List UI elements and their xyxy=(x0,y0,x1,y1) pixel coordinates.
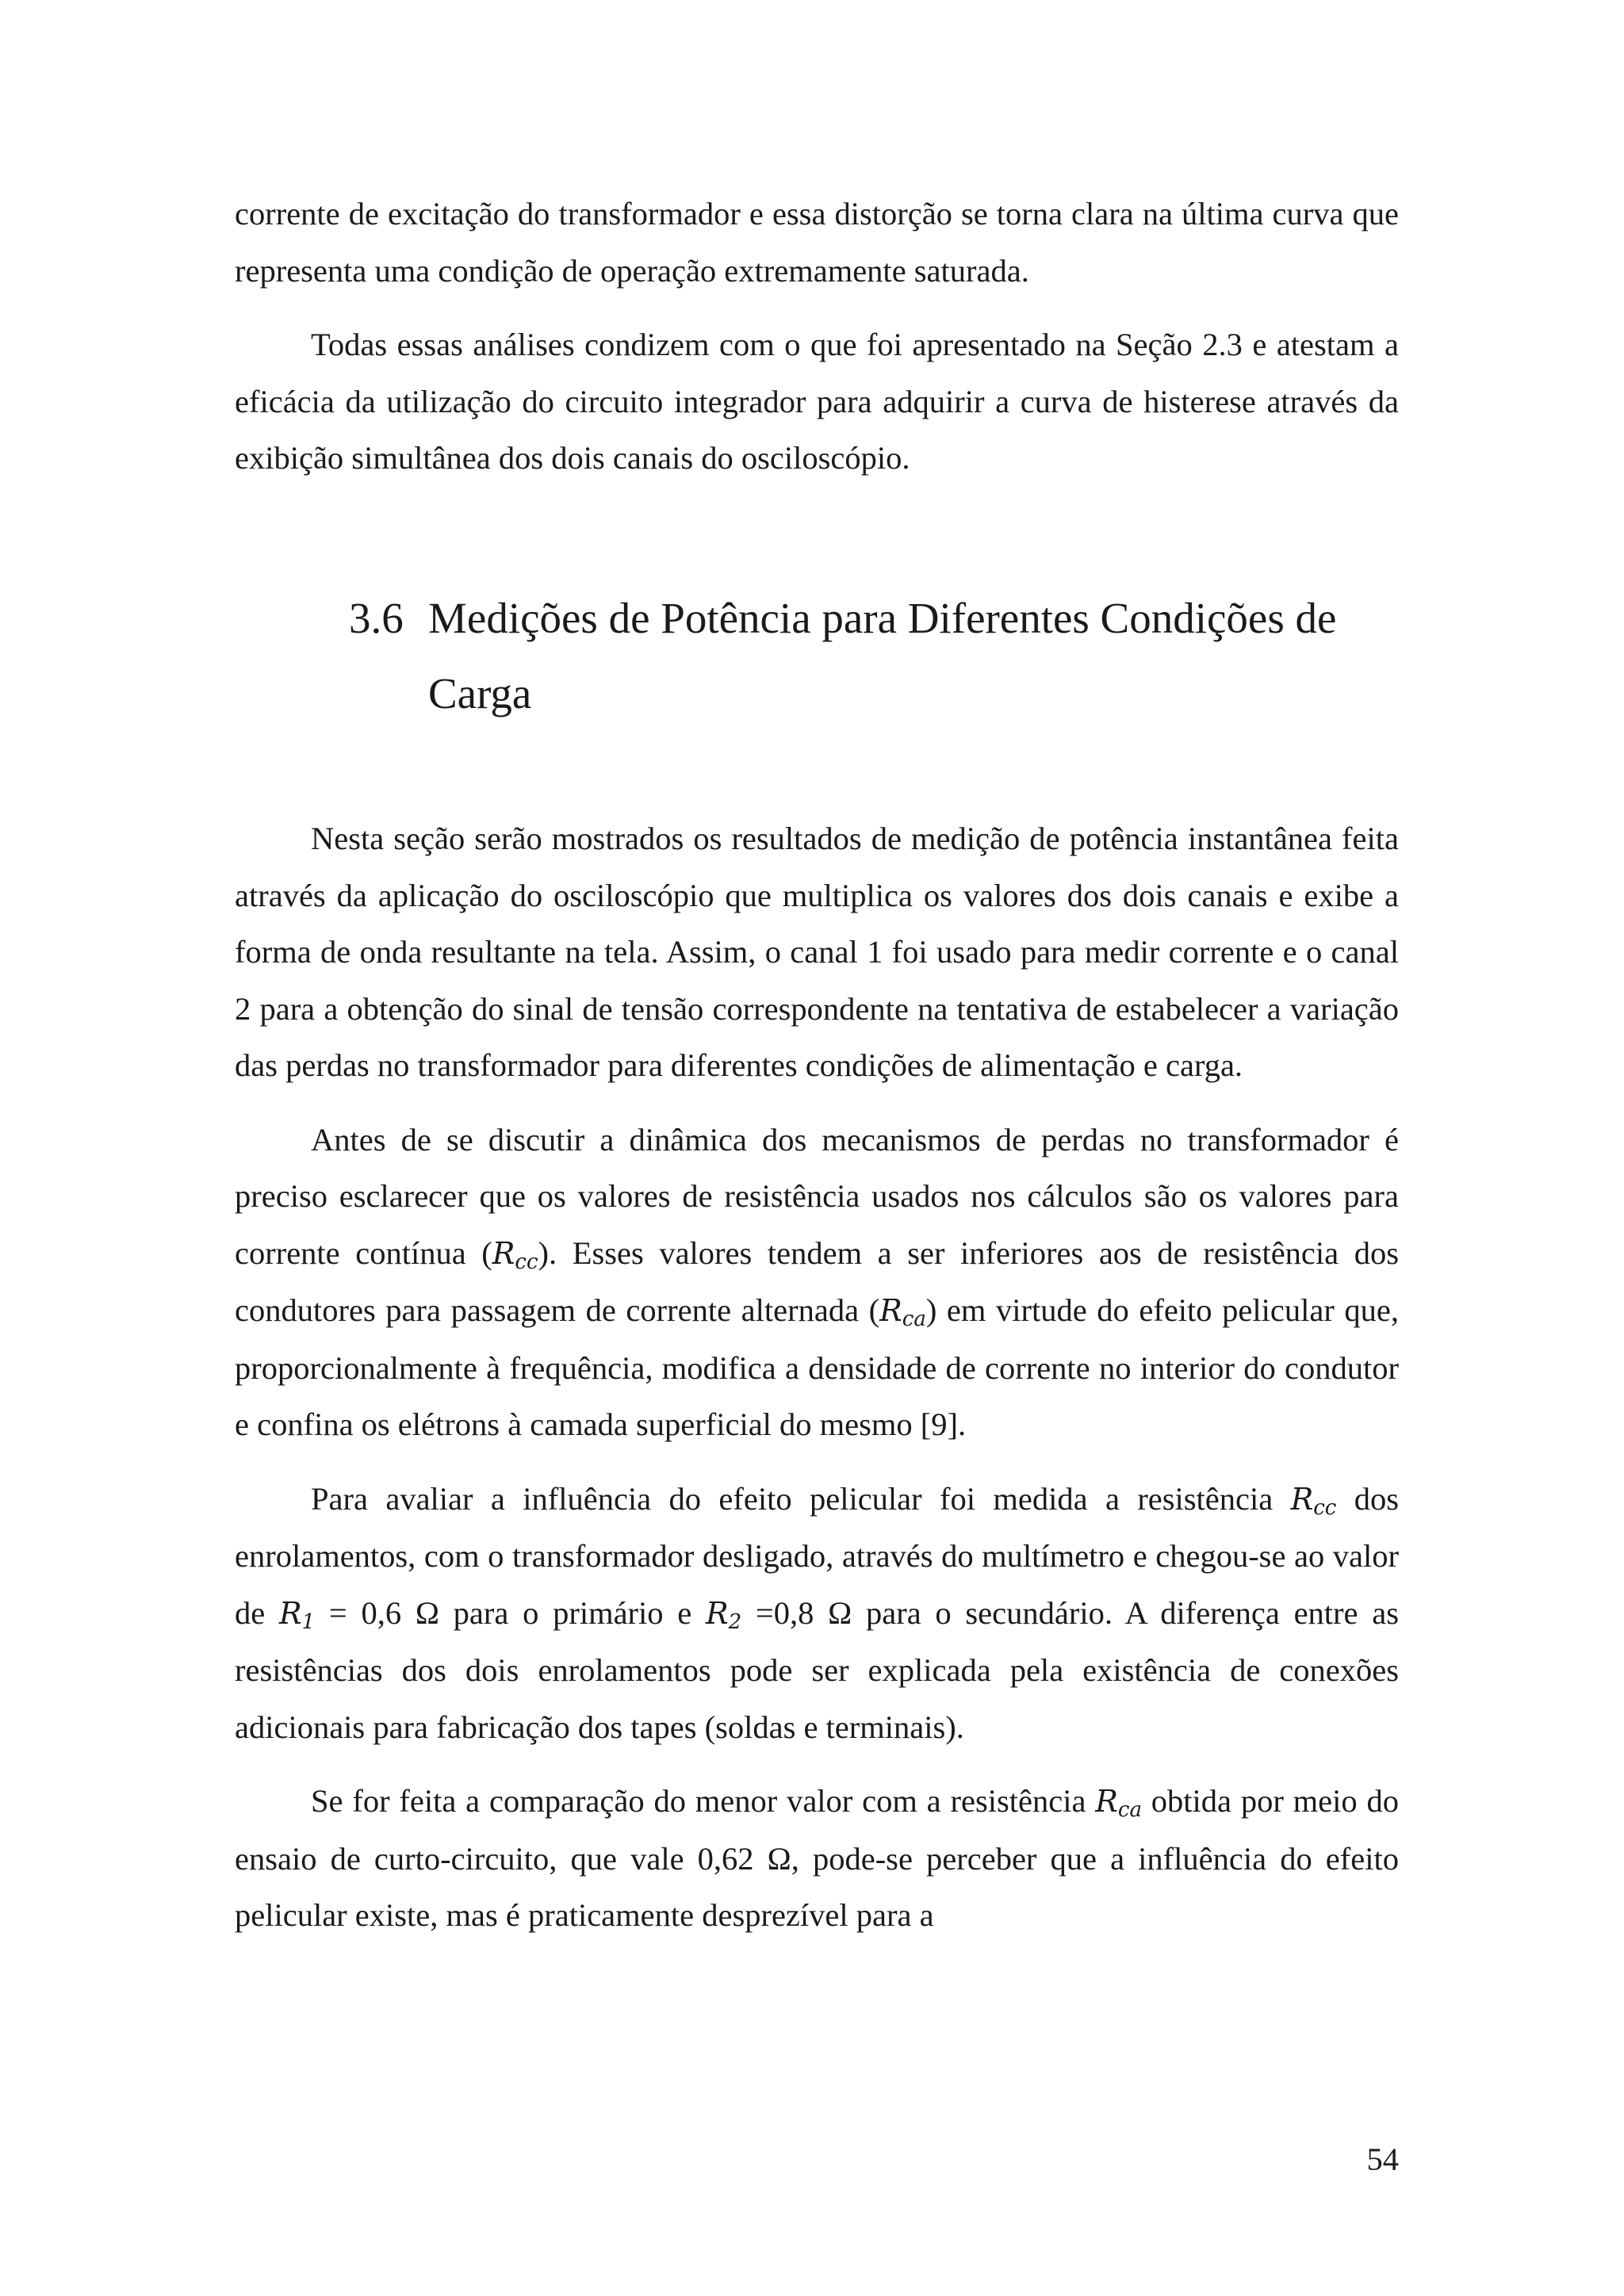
p2-text-b: ). Esses valores tendem a ser inferiores aos de resistência dos condutores para passagem de corrente alternada ( xyxy=(235,1234,1399,1328)
math-rca-2: $R_{ca}$ xyxy=(1095,1784,1142,1822)
body-text-block xyxy=(235,810,1399,1961)
math-rcc: $R_{cc}$ xyxy=(492,1235,538,1274)
math-rca: $R_{ca}$ xyxy=(879,1293,926,1331)
top-text-block xyxy=(235,186,1399,504)
section-number: 3.6 xyxy=(349,594,404,642)
paragraph-analysis-summary: Todas essas análises condizem com o que foi apresentado na Seção 2.3 e atestam a eficácia da utilização do circuito integrador para adquirir a curva de histerese através da exibição simultânea dos dois canais do osciloscópio. xyxy=(235,327,1399,476)
paragraph-comparison xyxy=(235,1773,1399,1944)
p3-text-c: = 0,6 Ω para o primário e xyxy=(315,1594,707,1631)
p2-text-c: ) em virtude do efeito pelicular que, proporcionalmente à frequência, modifica a densidade de corrente no interior do condutor e confina os elétrons à camada superficial do mesmo [9]. xyxy=(235,1292,1399,1442)
section-heading xyxy=(349,580,1404,731)
p3-text-a: Para avaliar a influência do efeito pelicular foi medida a resistência xyxy=(311,1480,1291,1517)
page-number: 54 xyxy=(1366,2141,1399,2177)
p4-text-b: obtida por meio do ensaio de curto-circuito, que vale 0,62 Ω, pode-se perceber que a influência do efeito pelicular existe, mas é praticamente desprezível para a xyxy=(235,1783,1399,1933)
p4-text-a: Se for feita a comparação do menor valor com a resistência xyxy=(311,1783,1096,1819)
paragraph-continuation: corrente de excitação do transformador e essa distorção se torna clara na última curva que representa uma condição de operação extremamente saturada. xyxy=(235,196,1399,289)
p2-text-a: Antes de se discutir a dinâmica dos mecanismos de perdas no transformador é preciso esclarecer que os valores de resistência usados nos cálculos são os valores para corrente contínua ( xyxy=(235,1121,1399,1271)
math-r1: $R_1$ xyxy=(278,1595,316,1634)
math-r2: $R_2$ xyxy=(706,1595,742,1634)
p3-text-b: dos enrolamentos, com o transformador desligado, através do multímetro e chegou-se ao valor de xyxy=(235,1480,1399,1631)
p3-text-d: =0,8 Ω para o secundário. A diferença entre as resistências dos dois enrolamentos pode ser explicada pela existência de conexões adicionais para fabricação dos tapes (soldas e terminais). xyxy=(235,1594,1399,1745)
section-title-line1: Medições de Potência para Diferentes Condições de xyxy=(428,594,1337,642)
paragraph-skin-effect xyxy=(235,1471,1399,1756)
paragraph-resistance-values xyxy=(235,1112,1399,1453)
section-title-line2: Carga xyxy=(428,669,532,718)
paragraph-power-measurement: Nesta seção serão mostrados os resultados de medição de potência instantânea feita através da aplicação do osciloscópio que multiplica os valores dos dois canais e exibe a forma de onda resultante na tela. Assim, o canal 1 foi usado para medir corrente e o canal 2 para a obtenção do sinal de tensão correspondente na tentativa de estabelecer a variação das perdas no transformador para diferentes condições de alimentação e carga. xyxy=(235,821,1399,1083)
math-rcc-2: $R_{cc}$ xyxy=(1290,1481,1337,1520)
